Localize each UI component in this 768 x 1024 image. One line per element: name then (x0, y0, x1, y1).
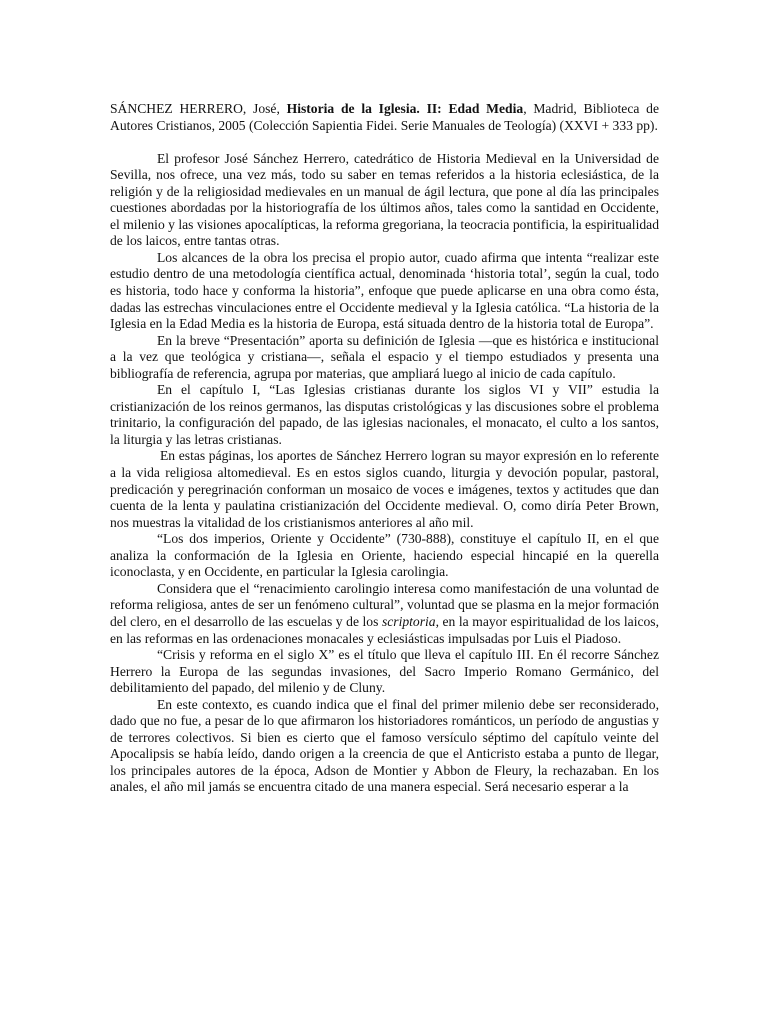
citation-title: Historia de la Iglesia. II: Edad Media (286, 101, 524, 116)
document-page (110, 101, 659, 796)
paragraph-7-text-a: Considera que el “renacimiento carolingio interesa como manifestación de una voluntad de reforma religiosa, antes de ser un fenómeno cultural”, voluntad que se plasma en la mejor formación del clero, en el desarrollo de las escuelas y de los (110, 580, 659, 629)
paragraph-2: Los alcances de la obra los precisa el propio autor, cuado afirma que intenta “realizar este estudio dentro de una metodología científica actual, denominada ‘historia total’, según la cual, todo es historia, todo hace y conforma la historia”, enfoque que puede aplicarse en una obra como ésta, dadas las estrechas vinculaciones entre el Occidente medieval y la Iglesia católica. “La historia de la Iglesia en la Edad Media es la historia de Europa, está situada dentro de la historia total de Europa”. (110, 249, 659, 332)
paragraph-3: En la breve “Presentación” aporta su definición de Iglesia —que es histórica e institucional a la vez que teológica y cristiana—, señala el espacio y el tiempo estudiados y presenta una bibliografía de referencia, agrupa por materias, que ampliará luego al inicio de cada capítulo. (110, 332, 659, 381)
paragraph-7-italic-term: scriptoria (381, 613, 436, 629)
paragraph-7 (110, 581, 659, 647)
paragraph-6: “Los dos imperios, Oriente y Occidente” (730-888), constituye el capítulo II, en el que analiza la conformación de la Iglesia en Oriente, haciendo especial hincapié en la querella iconoclasta, y en Occidente, en particular la Iglesia carolingia. (110, 531, 659, 580)
paragraph-7-text-b: , en la mayor espiritualidad de los laicos, en las reformas en las ordenaciones monacales y eclesiásticas impulsadas por Luis el Piadoso. (110, 613, 659, 646)
paragraph-5: En estas páginas, los aportes de Sánchez Herrero logran su mayor expresión en lo referente a la vida religiosa altomedieval. Es en estos siglos cuando, liturgia y devoción popular, pastoral, predicación y peregrinación conforman un mosaico de voces e imágenes, textos y actitudes que dan cuenta de la lenta y paulatina cristianización del Occidente medieval. O, como diría Peter Brown, nos muestras la vitalidad de los cristianismos anteriores al año mil. (110, 448, 659, 530)
bibliographic-citation (110, 101, 659, 134)
paragraph-8: “Crisis y reforma en el siglo X” es el título que lleva el capítulo III. En él recorre Sánchez Herrero la Europa de las segundas invasiones, del Sacro Imperio Romano Germánico, del debilitamiento del papado, del milenio y de Cluny. (110, 647, 659, 696)
paragraph-9: En este contexto, es cuando indica que el final del primer milenio debe ser reconsiderado, dado que no fue, a pesar de lo que afirmaron los historiadores románticos, un período de angustias y de terrores colectivos. Si bien es cierto que el famoso versículo séptimo del capítulo veinte del Apocalipsis se había leído, dando origen a la creencia de que el Anticristo estaba a punto de llegar, los principales autores de la época, Adson de Montier y Abbon de Fleury, la rechazaban. En los anales, el año mil jamás se encuentra citado de una manera especial. Será necesario esperar a la (110, 696, 659, 795)
citation-author: SÁNCHEZ HERRERO, José, (110, 101, 287, 116)
paragraph-1: El profesor José Sánchez Herrero, catedrático de Historia Medieval en la Universidad de Sevilla, nos ofrece, una vez más, todo su saber en temas referidos a la historia eclesiástica, de la religión y de la religiosidad medievales en un manual de ágil lectura, que pone al día las principales cuestiones abordadas por la historiografía de los últimos años, tales como la santidad en Occidente, el milenio y las visiones apocalípticas, la reforma gregoriana, la teocracia pontificia, la espiritualidad de los laicos, entre tantas otras. (110, 150, 659, 249)
citation-details: , Madrid, Biblioteca de Autores Cristianos, 2005 (Colección Sapientia Fidei. Serie Manuales de Teología) (XXVI + 333 pp). (110, 101, 659, 133)
paragraph-4: En el capítulo I, “Las Iglesias cristianas durante los siglos VI y VII” estudia la cristianización de los reinos germanos, las disputas cristológicas y las discusiones sobre el problema trinitario, la configuración del papado, de las iglesias nacionales, el monacato, el culto a los santos, la liturgia y las letras cristianas. (110, 382, 659, 447)
